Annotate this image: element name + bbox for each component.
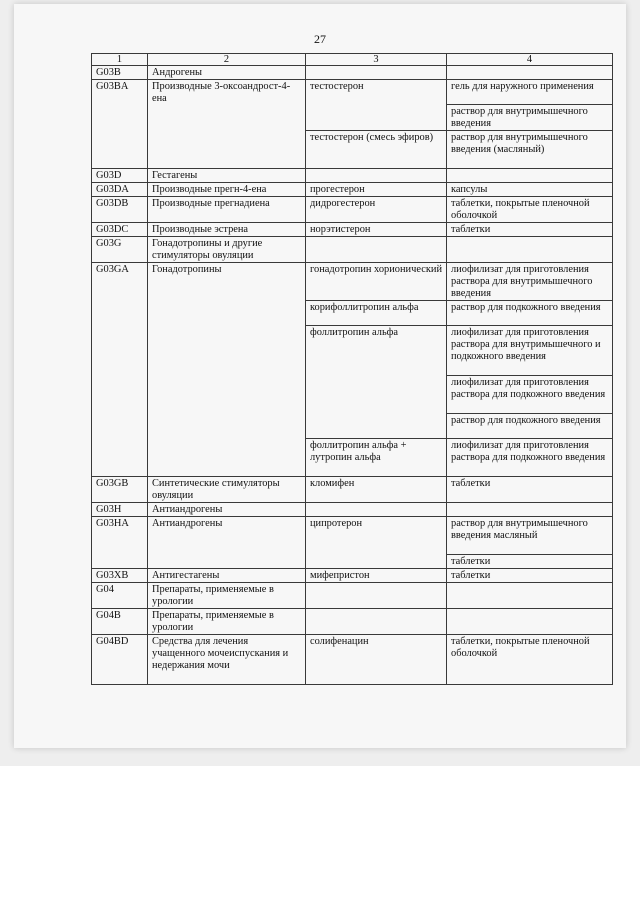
group-name: Производные прегнадиена <box>148 197 306 223</box>
group-name: Гестагены <box>148 169 306 183</box>
table-row <box>92 197 613 223</box>
dosage-form: таблетки <box>447 555 613 569</box>
table-row <box>92 503 613 517</box>
atc-code: G03D <box>92 169 148 183</box>
dosage-form: раствор для внутримышечного введения (масляный) <box>447 131 613 169</box>
dosage-form: капсулы <box>447 183 613 197</box>
drug-name: мифепристон <box>306 569 447 583</box>
table-row <box>92 263 613 301</box>
atc-code: G03DA <box>92 183 148 197</box>
column-header: 3 <box>306 54 447 66</box>
table-row <box>92 183 613 197</box>
table-row <box>92 80 613 105</box>
drug-name: корифоллитропин альфа <box>306 301 447 326</box>
dosage-form: таблетки, покрытые пленочной оболочкой <box>447 635 613 685</box>
dosage-form <box>447 169 613 183</box>
atc-code: G04B <box>92 609 148 635</box>
drug-name: гонадотропин хорионический <box>306 263 447 301</box>
drug-name <box>306 609 447 635</box>
atc-code: G03BA <box>92 80 148 169</box>
atc-code: G03DC <box>92 223 148 237</box>
group-name: Средства для лечения учащенного мочеиспускания и недержания мочи <box>148 635 306 685</box>
dosage-form: раствор для внутримышечного введения <box>447 105 613 131</box>
group-name: Антиандрогены <box>148 517 306 569</box>
atc-code: G03GB <box>92 477 148 503</box>
group-name: Антигестагены <box>148 569 306 583</box>
dosage-form: лиофилизат для приготовления раствора для подкожного введения <box>447 376 613 414</box>
group-name: Производные 3-оксоандрост-4-ена <box>148 80 306 169</box>
dosage-form <box>447 503 613 517</box>
dosage-form: таблетки <box>447 477 613 503</box>
atc-code: G03DB <box>92 197 148 223</box>
drug-classification-table <box>91 53 613 685</box>
group-name: Андрогены <box>148 66 306 80</box>
dosage-form: лиофилизат для приготовления раствора для подкожного введения <box>447 439 613 477</box>
drug-name <box>306 169 447 183</box>
group-name: Производные прегн-4-ена <box>148 183 306 197</box>
dosage-form: таблетки <box>447 569 613 583</box>
atc-code: G03B <box>92 66 148 80</box>
group-name: Гонадотропины и другие стимуляторы овуляции <box>148 237 306 263</box>
atc-code: G03H <box>92 503 148 517</box>
dosage-form: раствор для подкожного введения <box>447 301 613 326</box>
drug-name <box>306 237 447 263</box>
drug-name <box>306 66 447 80</box>
group-name: Синтетические стимуляторы овуляции <box>148 477 306 503</box>
atc-code: G03GA <box>92 263 148 477</box>
dosage-form: таблетки <box>447 223 613 237</box>
dosage-form <box>447 237 613 263</box>
dosage-form: раствор для внутримышечного введения масляный <box>447 517 613 555</box>
group-name: Препараты, применяемые в урологии <box>148 609 306 635</box>
dosage-form: гель для наружного применения <box>447 80 613 105</box>
drug-name: фоллитропин альфа <box>306 326 447 439</box>
drug-name: тестостерон <box>306 80 447 131</box>
table-row <box>92 635 613 685</box>
group-name: Препараты, применяемые в урологии <box>148 583 306 609</box>
column-header: 4 <box>447 54 613 66</box>
dosage-form: лиофилизат для приготовления раствора для внутримышечного и подкожного введения <box>447 326 613 376</box>
atc-code: G03HA <box>92 517 148 569</box>
atc-code: G04 <box>92 583 148 609</box>
dosage-form: раствор для подкожного введения <box>447 414 613 439</box>
drug-name: прогестерон <box>306 183 447 197</box>
column-header: 2 <box>148 54 306 66</box>
table-header-row <box>92 54 613 66</box>
group-name: Гонадотропины <box>148 263 306 477</box>
atc-code: G04BD <box>92 635 148 685</box>
column-header: 1 <box>92 54 148 66</box>
drug-name: кломифен <box>306 477 447 503</box>
drug-name: ципротерон <box>306 517 447 569</box>
dosage-form: лиофилизат для приготовления раствора для внутримышечного введения <box>447 263 613 301</box>
atc-code: G03G <box>92 237 148 263</box>
drug-name <box>306 503 447 517</box>
table-row <box>92 237 613 263</box>
dosage-form <box>447 66 613 80</box>
group-name: Производные эстрена <box>148 223 306 237</box>
dosage-form <box>447 583 613 609</box>
drug-name: норэтистерон <box>306 223 447 237</box>
drug-name: солифенацин <box>306 635 447 685</box>
dosage-form: таблетки, покрытые пленочной оболочкой <box>447 197 613 223</box>
table-row <box>92 66 613 80</box>
table-row <box>92 609 613 635</box>
drug-name: дидрогестерон <box>306 197 447 223</box>
page-number: 27 <box>314 32 326 46</box>
drug-name <box>306 583 447 609</box>
dosage-form <box>447 609 613 635</box>
drug-name: тестостерон (смесь эфиров) <box>306 131 447 169</box>
table-row <box>92 223 613 237</box>
group-name: Антиандрогены <box>148 503 306 517</box>
table-row <box>92 569 613 583</box>
atc-code: G03XB <box>92 569 148 583</box>
table-row <box>92 169 613 183</box>
table-row <box>92 583 613 609</box>
table-row <box>92 477 613 503</box>
table-row <box>92 517 613 555</box>
drug-name: фоллитропин альфа + лутропин альфа <box>306 439 447 477</box>
